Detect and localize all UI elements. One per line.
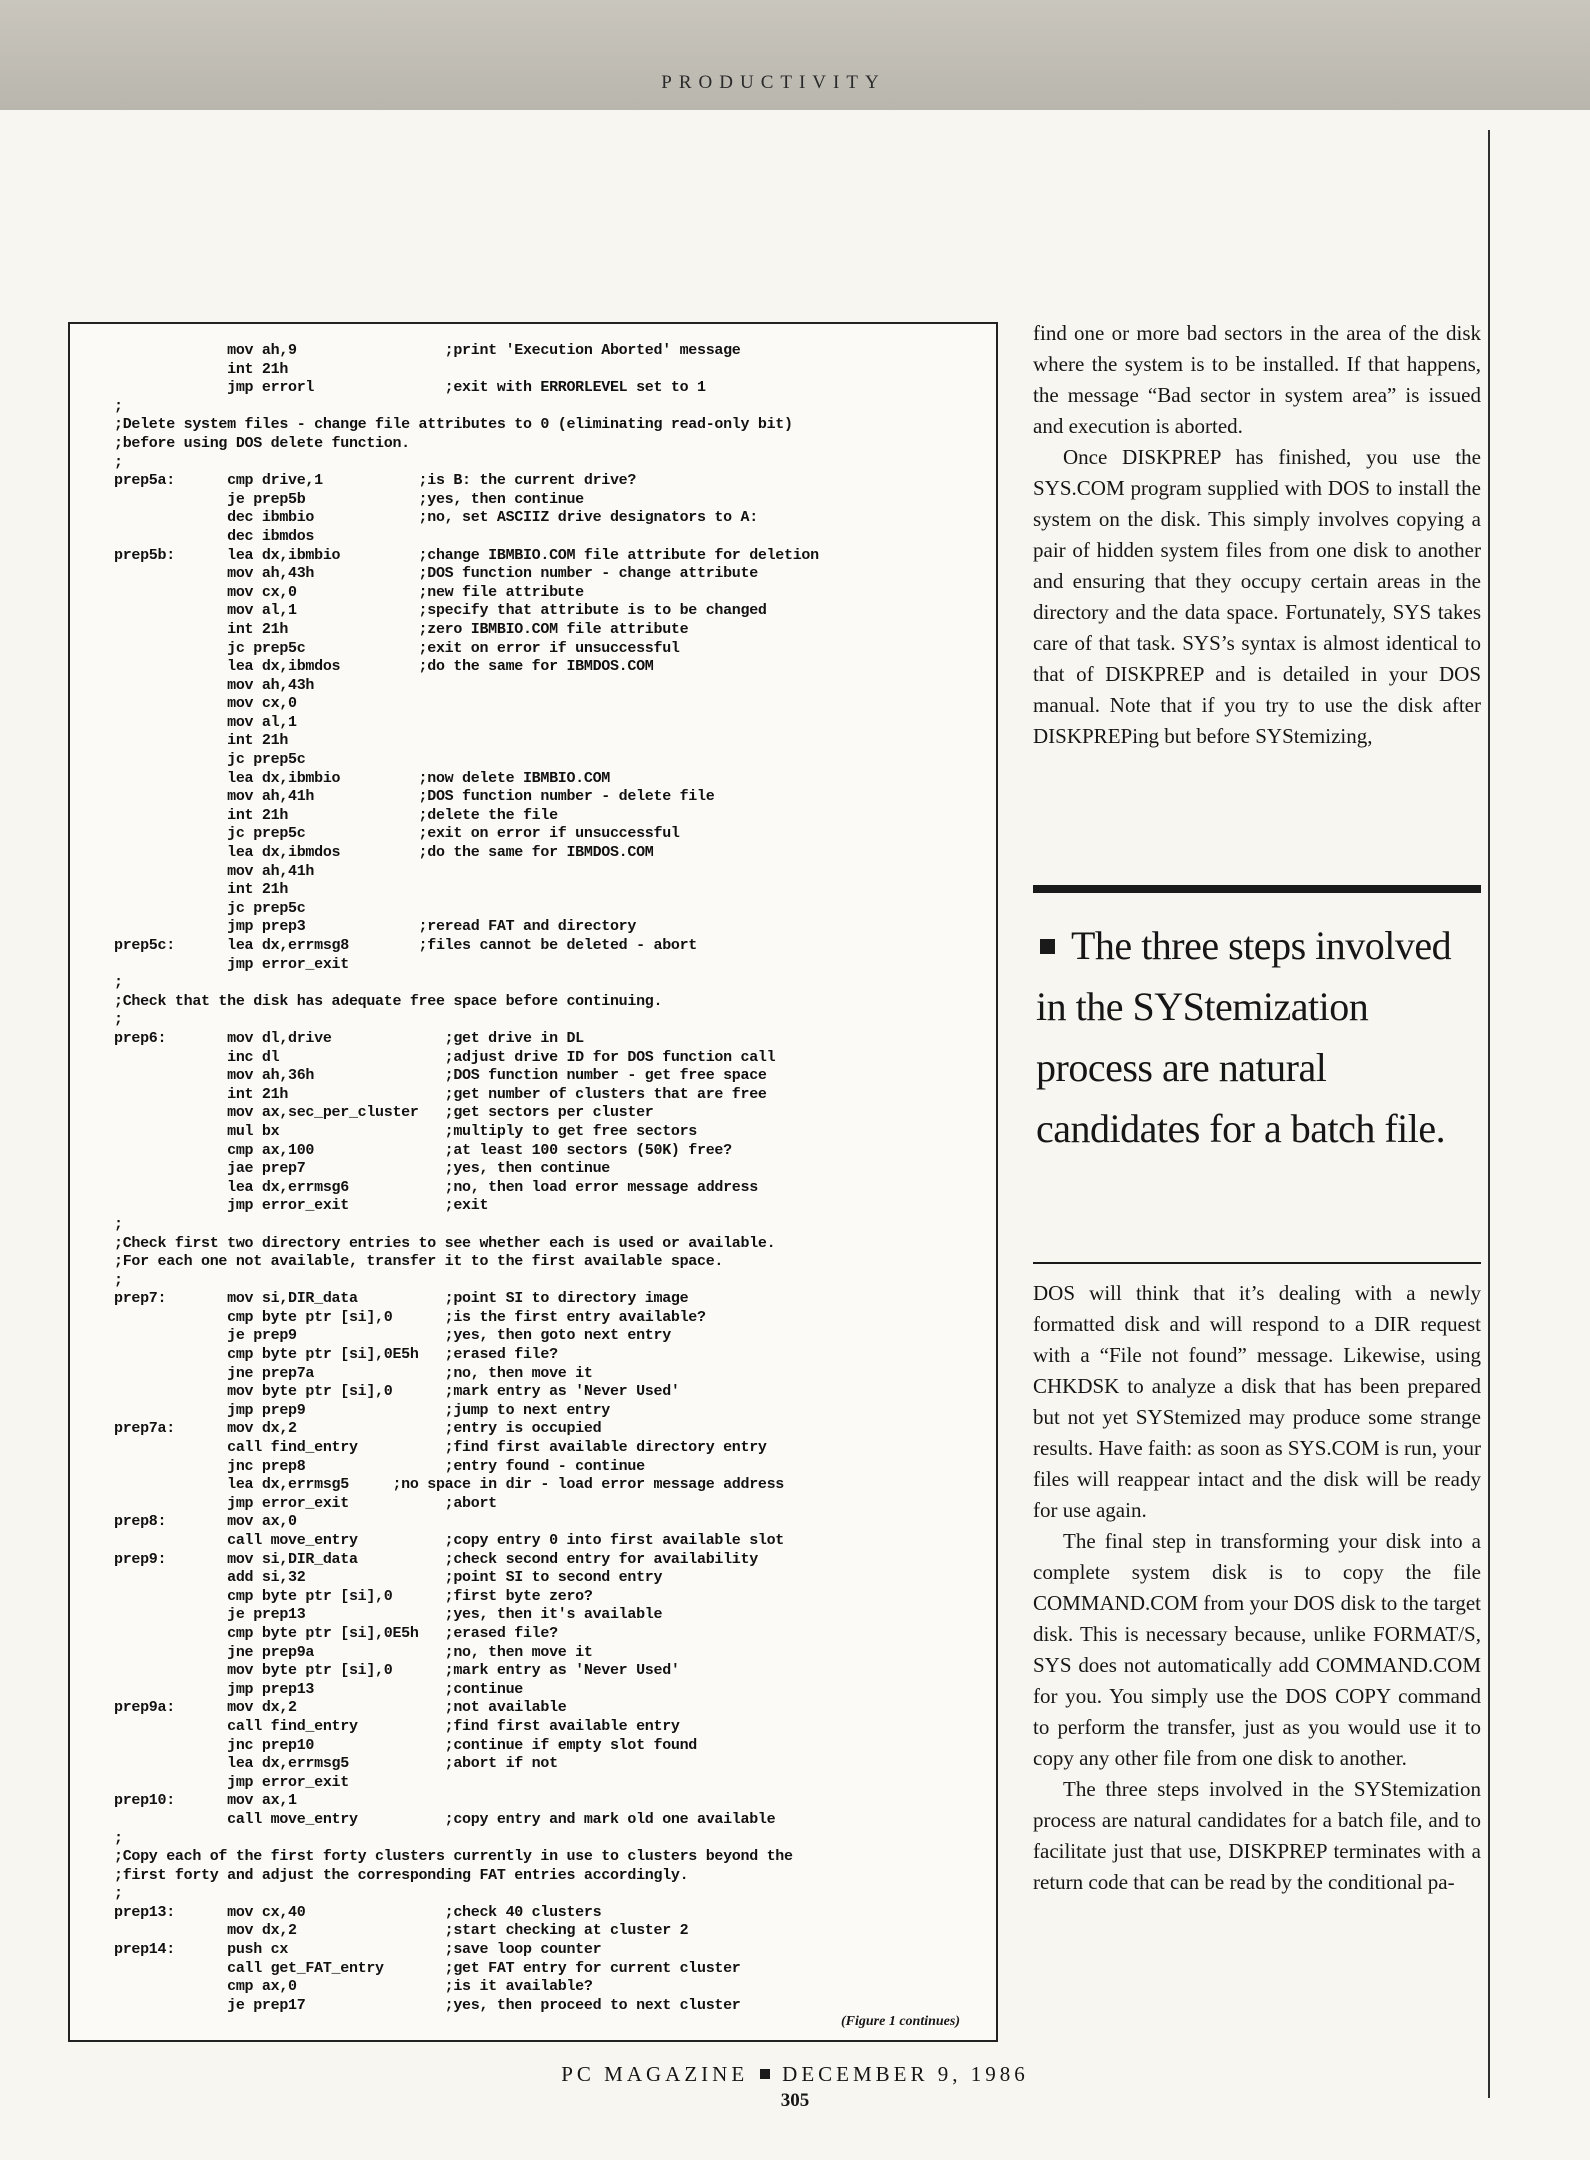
code-line: mov ah,43h xyxy=(114,676,315,694)
code-line: jnc prep8 ;entry found - continue xyxy=(114,1457,645,1475)
code-line: cmp byte ptr [si],0E5h ;erased file? xyxy=(114,1346,558,1364)
code-line: jmp prep13 ;continue xyxy=(114,1680,523,1698)
code-line: cmp ax,100 ;at least 100 sectors (50K) free? xyxy=(114,1141,732,1159)
code-line: ;For each one not available, transfer it to the first available space. xyxy=(114,1253,724,1271)
code-line: int 21h ;zero IBMBIO.COM file attribute xyxy=(114,620,689,638)
code-line: prep5a: cmp drive,1 ;is B: the current drive? xyxy=(114,472,637,490)
code-line: jmp error_exit ;exit xyxy=(114,1197,489,1215)
bullet-icon xyxy=(1040,939,1055,954)
code-line: mov byte ptr [si],0 ;mark entry as 'Never Used' xyxy=(114,1383,680,1401)
code-line: jmp error_exit ;abort xyxy=(114,1494,497,1512)
pullquote-top-rule xyxy=(1033,885,1481,893)
code-line: ;Copy each of the first forty clusters currently in use to clusters beyond the xyxy=(114,1848,793,1866)
code-line: mov al,1 xyxy=(114,713,297,731)
code-line: prep7: mov si,DIR_data ;point SI to directory image xyxy=(114,1290,689,1308)
code-line: mov cx,0 ;new file attribute xyxy=(114,583,584,601)
code-line: int 21h xyxy=(114,881,289,899)
code-line: ; xyxy=(114,974,123,992)
code-line: ;Delete system files - change file attributes to 0 (eliminating read-only bit) xyxy=(114,416,793,434)
code-listing-figure xyxy=(68,322,998,2042)
code-line: ;before using DOS delete function. xyxy=(114,434,410,452)
code-line: ; xyxy=(114,1271,123,1289)
paragraph: find one or more bad sectors in the area of the disk where the system is to be installed. If that happens, the message “Bad sector in system area” is issued and execution is aborted. xyxy=(1033,321,1481,438)
code-line: jmp prep3 ;reread FAT and directory xyxy=(114,918,637,936)
code-line: prep6: mov dl,drive ;get drive in DL xyxy=(114,1029,584,1047)
paragraph: The three steps involved in the SYStemization process are natural candidates for a batch file, and to facilitate just that use, DISKPREP terminates with a return code that can be read by the conditional pa- xyxy=(1033,1777,1481,1894)
code-line: ; xyxy=(114,1215,123,1233)
code-line: inc dl ;adjust drive ID for DOS function call xyxy=(114,1048,776,1066)
code-line: lea dx,ibmbio ;now delete IBMBIO.COM xyxy=(114,769,610,787)
code-line: je prep9 ;yes, then goto next entry xyxy=(114,1327,671,1345)
paragraph: DOS will think that it’s dealing with a newly formatted disk and will respond to a DIR request with a “File not found” message. Likewise, using CHKDSK to analyze a disk that has been prepared but not yet SYStemized may produce some strange results. Have faith: as soon as SYS.COM is run, your files will reappear intact and the disk will be ready for use again. xyxy=(1033,1281,1481,1522)
code-line: call find_entry ;find first available entry xyxy=(114,1717,680,1735)
code-line: jne prep7a ;no, then move it xyxy=(114,1364,593,1382)
page-footer xyxy=(0,2062,1590,2087)
code-line: ;Check that the disk has adequate free space before continuing. xyxy=(114,992,663,1010)
code-line: mov ah,41h ;DOS function number - delete file xyxy=(114,788,715,806)
paragraph: Once DISKPREP has finished, you use the SYS.COM program supplied with DOS to install the system on the disk. This simply involves copying a pair of hidden system files from one disk to another and ensuring that they occupy certain areas in the directory and the data space. Fortunately, SYS takes care of that task. SYS’s syntax is almost identical to that of DISKPREP and is detailed in your DOS manual. Note that if you try to use the disk after DISKPREPing but before SYStemizing, xyxy=(1033,445,1481,748)
bullet-icon xyxy=(760,2069,770,2079)
code-line: jnc prep10 ;continue if empty slot found xyxy=(114,1736,697,1754)
code-line: int 21h xyxy=(114,360,289,378)
code-listing xyxy=(114,342,819,2015)
code-line: ; xyxy=(114,397,123,415)
code-line: mov ah,9 ;print 'Execution Aborted' message xyxy=(114,342,741,359)
code-line: call find_entry ;find first available directory entry xyxy=(114,1439,767,1457)
issue-date: DECEMBER 9, 1986 xyxy=(782,2062,1029,2086)
code-line: mov ah,41h xyxy=(114,862,315,880)
code-line: jne prep9a ;no, then move it xyxy=(114,1643,593,1661)
code-line: jc prep5c xyxy=(114,899,306,917)
code-line: mov cx,0 xyxy=(114,695,297,713)
column-divider xyxy=(1488,130,1490,2098)
code-line: mov al,1 ;specify that attribute is to be changed xyxy=(114,602,767,620)
article-column-top xyxy=(1033,318,1481,752)
code-line: mov byte ptr [si],0 ;mark entry as 'Never Used' xyxy=(114,1662,680,1680)
code-line: prep13: mov cx,40 ;check 40 clusters xyxy=(114,1903,602,1921)
code-line: int 21h ;delete the file xyxy=(114,806,558,824)
code-line: lea dx,ibmdos ;do the same for IBMDOS.COM xyxy=(114,658,654,676)
page-number: 305 xyxy=(780,2090,810,2111)
code-line: jae prep7 ;yes, then continue xyxy=(114,1160,610,1178)
code-line: cmp byte ptr [si],0 ;is the first entry available? xyxy=(114,1308,706,1326)
code-line: prep9a: mov dx,2 ;not available xyxy=(114,1699,567,1717)
code-line: int 21h ;get number of clusters that are free xyxy=(114,1085,767,1103)
code-line: lea dx,errmsg6 ;no, then load error message address xyxy=(114,1178,758,1196)
magazine-name: PC MAGAZINE xyxy=(561,2062,749,2086)
code-line: lea dx,errmsg5 ;no space in dir - load error message address xyxy=(114,1476,785,1494)
code-line: ;first forty and adjust the corresponding FAT entries accordingly. xyxy=(114,1866,689,1884)
code-line: ;Check first two directory entries to see whether each is used or available. xyxy=(114,1234,776,1252)
article-column-bottom xyxy=(1033,1278,1481,1898)
section-header: PRODUCTIVITY xyxy=(661,72,886,93)
code-line: call get_FAT_entry ;get FAT entry for current cluster xyxy=(114,1959,741,1977)
code-line: je prep13 ;yes, then it's available xyxy=(114,1606,663,1624)
code-line: dec ibmbio ;no, set ASCIIZ drive designators to A: xyxy=(114,509,758,527)
code-line: cmp byte ptr [si],0 ;first byte zero? xyxy=(114,1587,593,1605)
code-line: jmp error_exit xyxy=(114,955,349,973)
code-line: prep5c: lea dx,errmsg8 ;files cannot be deleted - abort xyxy=(114,937,697,954)
code-line: prep8: mov ax,0 xyxy=(114,1513,297,1531)
code-line: jc prep5c xyxy=(114,751,306,769)
code-line: prep9: mov si,DIR_data ;check second entry for availability xyxy=(114,1550,758,1568)
code-line: dec ibmdos xyxy=(114,527,315,545)
code-line: jmp error_exit xyxy=(114,1773,349,1791)
code-line: call move_entry ;copy entry and mark old one available xyxy=(114,1810,776,1828)
code-line: prep5b: lea dx,ibmbio ;change IBMBIO.COM file attribute for deletion xyxy=(114,546,819,564)
code-line: je prep17 ;yes, then proceed to next cluster xyxy=(114,1996,741,2014)
code-line: prep10: mov ax,1 xyxy=(114,1792,297,1810)
figure-caption: (Figure 1 continues) xyxy=(840,2014,960,2029)
code-line: mul bx ;multiply to get free sectors xyxy=(114,1122,697,1140)
code-line: prep14: push cx ;save loop counter xyxy=(114,1941,602,1959)
code-line: mov ax,sec_per_cluster ;get sectors per cluster xyxy=(114,1104,654,1122)
code-line: prep7a: mov dx,2 ;entry is occupied xyxy=(114,1420,602,1438)
code-line: cmp ax,0 ;is it available? xyxy=(114,1978,593,1996)
pull-quote xyxy=(1036,915,1486,1159)
code-line: ; xyxy=(114,1011,123,1029)
pull-quote-text: The three steps involved in the SYStemization process are natural candidates for a batch file. xyxy=(1036,923,1452,1151)
code-line: cmp byte ptr [si],0E5h ;erased file? xyxy=(114,1624,558,1642)
code-line: jc prep5c ;exit on error if unsuccessful xyxy=(114,639,680,657)
code-line: ; xyxy=(114,453,123,471)
code-line: call move_entry ;copy entry 0 into first available slot xyxy=(114,1532,785,1549)
code-line: lea dx,errmsg5 ;abort if not xyxy=(114,1755,558,1773)
code-line: jc prep5c ;exit on error if unsuccessful xyxy=(114,825,680,843)
code-line: int 21h xyxy=(114,732,289,750)
code-line: ; xyxy=(114,1829,123,1847)
code-line: mov ah,43h ;DOS function number - change attribute xyxy=(114,565,758,583)
code-line: mov dx,2 ;start checking at cluster 2 xyxy=(114,1922,689,1940)
code-line: lea dx,ibmdos ;do the same for IBMDOS.COM xyxy=(114,844,654,862)
code-line: add si,32 ;point SI to second entry xyxy=(114,1569,663,1587)
pullquote-bottom-rule xyxy=(1033,1262,1481,1264)
code-line: mov ah,36h ;DOS function number - get free space xyxy=(114,1067,767,1085)
code-line: jmp errorl ;exit with ERRORLEVEL set to 1 xyxy=(114,379,706,397)
paragraph: The final step in transforming your disk into a complete system disk is to copy the file COMMAND.COM from your DOS disk to the target disk. This is necessary because, unlike FORMAT/S, SYS does not automatically add COMMAND.COM for you. You simply use the DOS COPY command to perform the transfer, just as you would use it to copy any other file from one disk to another. xyxy=(1033,1529,1481,1770)
code-line: jmp prep9 ;jump to next entry xyxy=(114,1401,610,1419)
code-line: je prep5b ;yes, then continue xyxy=(114,490,584,508)
code-line: ; xyxy=(114,1885,123,1903)
